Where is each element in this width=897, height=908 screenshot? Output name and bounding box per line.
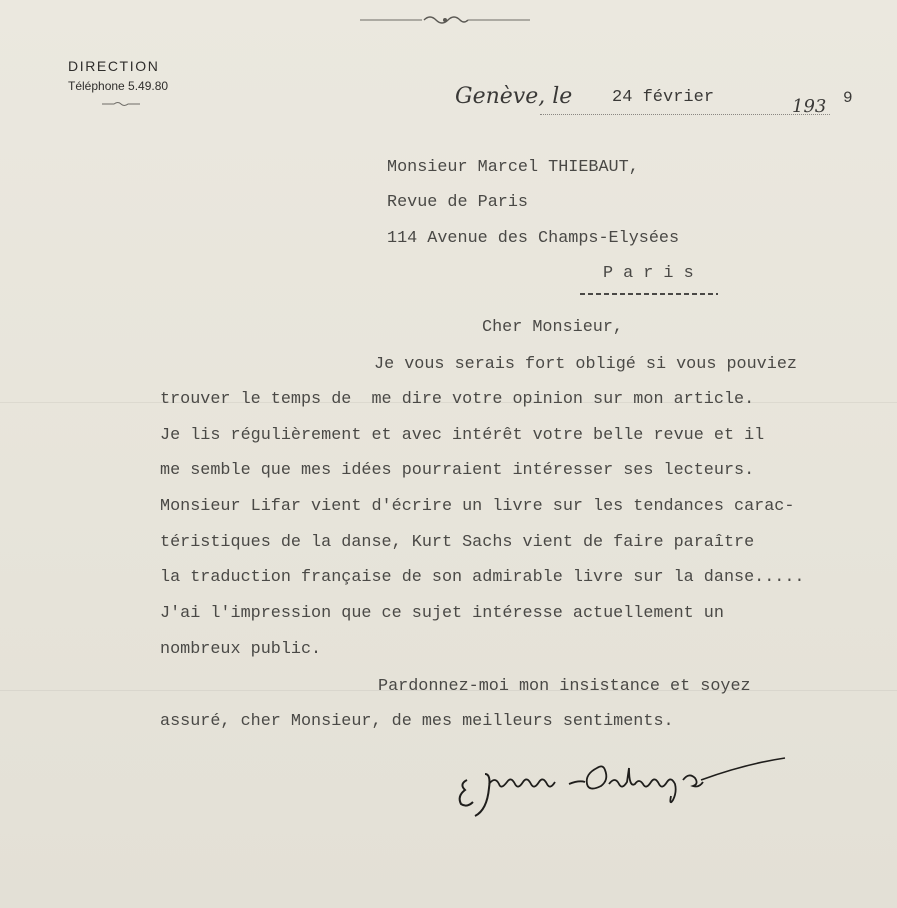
body-line: Je lis régulièrement et avec intérêt votre belle revue et il (160, 426, 765, 445)
body-line: Monsieur Lifar vient d'écrire un livre sur les tendances carac- (160, 497, 795, 516)
city-underline-icon (580, 291, 718, 297)
signature (455, 750, 790, 820)
salutation: Cher Monsieur, (482, 318, 623, 337)
recipient-organization: Revue de Paris (387, 193, 528, 212)
body-line: téristiques de la danse, Kurt Sachs vient de faire paraître (160, 533, 755, 552)
dateline-year-prefix: 193 (792, 96, 827, 117)
body-line: nombreux public. (160, 640, 322, 659)
dateline-date: 24 février (612, 88, 715, 107)
recipient-name: Monsieur Marcel THIEBAUT, (387, 158, 639, 177)
letterhead-ornament-icon (100, 100, 142, 108)
dateline-rule (540, 114, 830, 116)
closing-line: Pardonnez-moi mon insistance et soyez (378, 677, 751, 696)
body-line: trouver le temps de me dire votre opinion sur mon article. (160, 390, 755, 409)
body-line: me semble que mes idées pourraient intéresser ses lecteurs. (160, 461, 755, 480)
letterhead-direction: DIRECTION (68, 58, 160, 74)
recipient-address: 114 Avenue des Champs-Elysées (387, 229, 680, 248)
body-line: la traduction française de son admirable livre sur la danse..... (160, 568, 805, 587)
header-ornament-icon (360, 8, 530, 26)
closing-line: assuré, cher Monsieur, de mes meilleurs sentiments. (160, 712, 674, 731)
body-line: J'ai l'impression que ce sujet intéresse actuellement un (160, 604, 724, 623)
dateline-place: Genève, le (455, 84, 573, 109)
dateline-year-suffix: 9 (843, 89, 853, 107)
recipient-city: P a r i s (603, 264, 694, 283)
body-line: Je vous serais fort obligé si vous pouviez (374, 355, 797, 374)
letterhead-telephone: Téléphone 5.49.80 (68, 79, 169, 93)
